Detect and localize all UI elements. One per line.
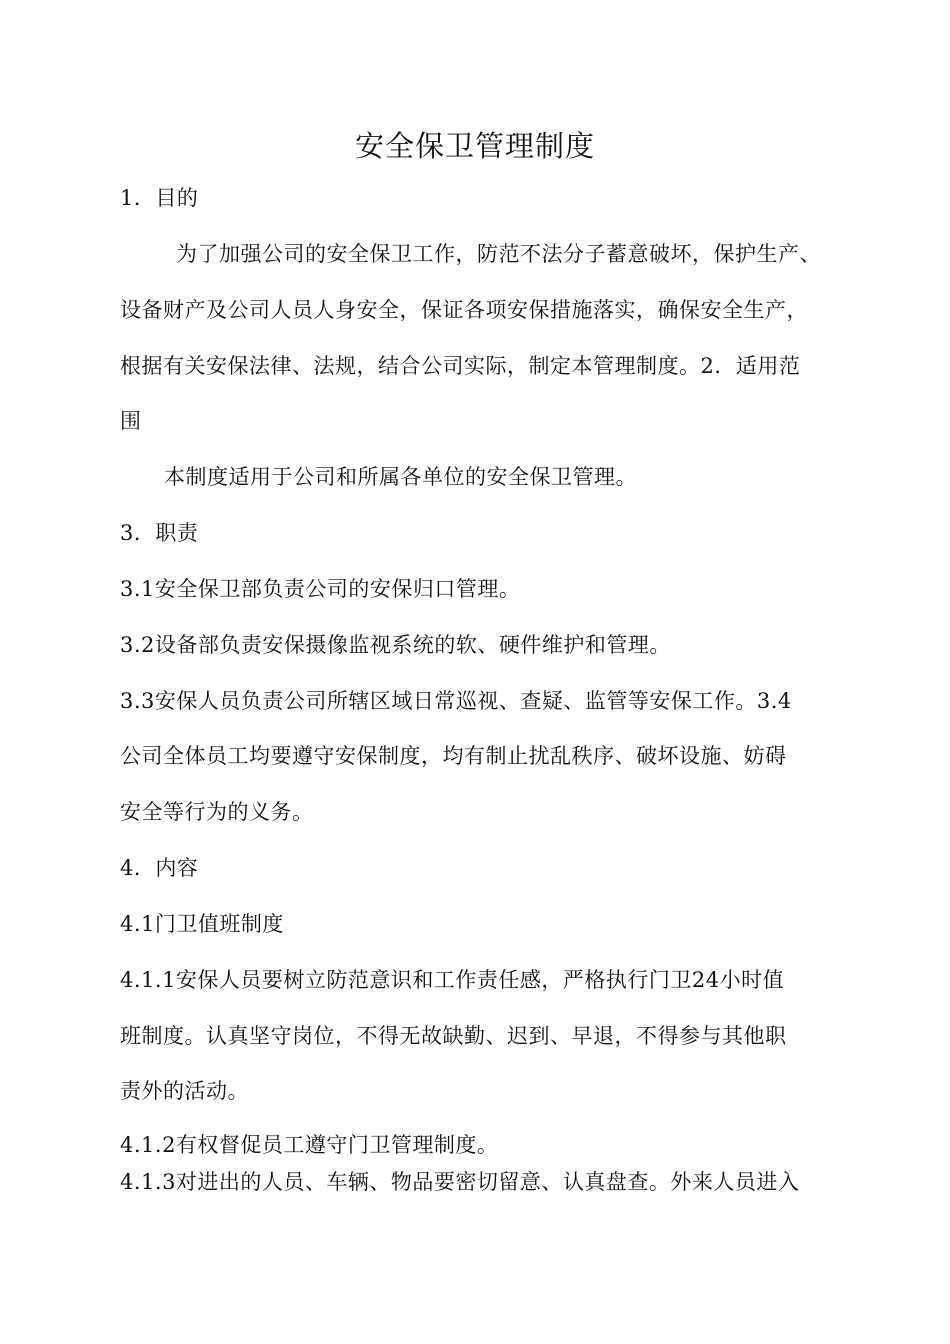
paragraph-line: 班制度。认真坚守岗位，不得无故缺勤、迟到、早退，不得参与其他职 — [120, 1024, 787, 1048]
paragraph-line: 安全等行为的义务。 — [120, 800, 314, 824]
paragraph-line: 本制度适用于公司和所属各单位的安全保卫管理。 — [164, 465, 637, 489]
paragraph-line: 责外的活动。 — [120, 1079, 249, 1103]
subsection-heading: 4.1门卫值班制度 — [120, 912, 284, 936]
paragraph-line: 3.3安保人员负责公司所辖区域日常巡视、查疑、监管等安保工作。3.4 — [120, 689, 792, 713]
paragraph-line: 公司全体员工均要遵守安保制度，均有制止扰乱秩序、破坏设施、妨碍 — [120, 744, 787, 768]
paragraph-line: 4.1.2有权督促员工遵守门卫管理制度。 — [120, 1133, 499, 1157]
paragraph-line: 为了加强公司的安全保卫工作，防范不法分子蓄意破坏，保护生产、 — [176, 242, 821, 266]
section-heading: 1．目的 — [120, 186, 199, 210]
document-title: 安全保卫管理制度 — [354, 129, 595, 163]
paragraph-line: 4.1.1安保人员要树立防范意识和工作责任感，严格执行门卫24小时值 — [120, 968, 785, 992]
section-heading: 4．内容 — [120, 856, 199, 880]
section-heading: 3．职责 — [120, 521, 199, 545]
paragraph-line: 设备财产及公司人员人身安全，保证各项安保措施落实，确保安全生产， — [120, 298, 808, 322]
paragraph-line: 3.2设备部负责安保摄像监视系统的软、硬件维护和管理。 — [120, 633, 671, 657]
paragraph-line: 根据有关安保法律、法规，结合公司实际，制定本管理制度。2．适用范 — [120, 354, 801, 378]
paragraph-line: 4.1.3对进出的人员、车辆、物品要密切留意、认真盘查。外来人员进入 — [120, 1170, 800, 1194]
paragraph-line: 围 — [120, 409, 142, 433]
paragraph-line: 3.1安全保卫部负责公司的安保归口管理。 — [120, 577, 521, 601]
